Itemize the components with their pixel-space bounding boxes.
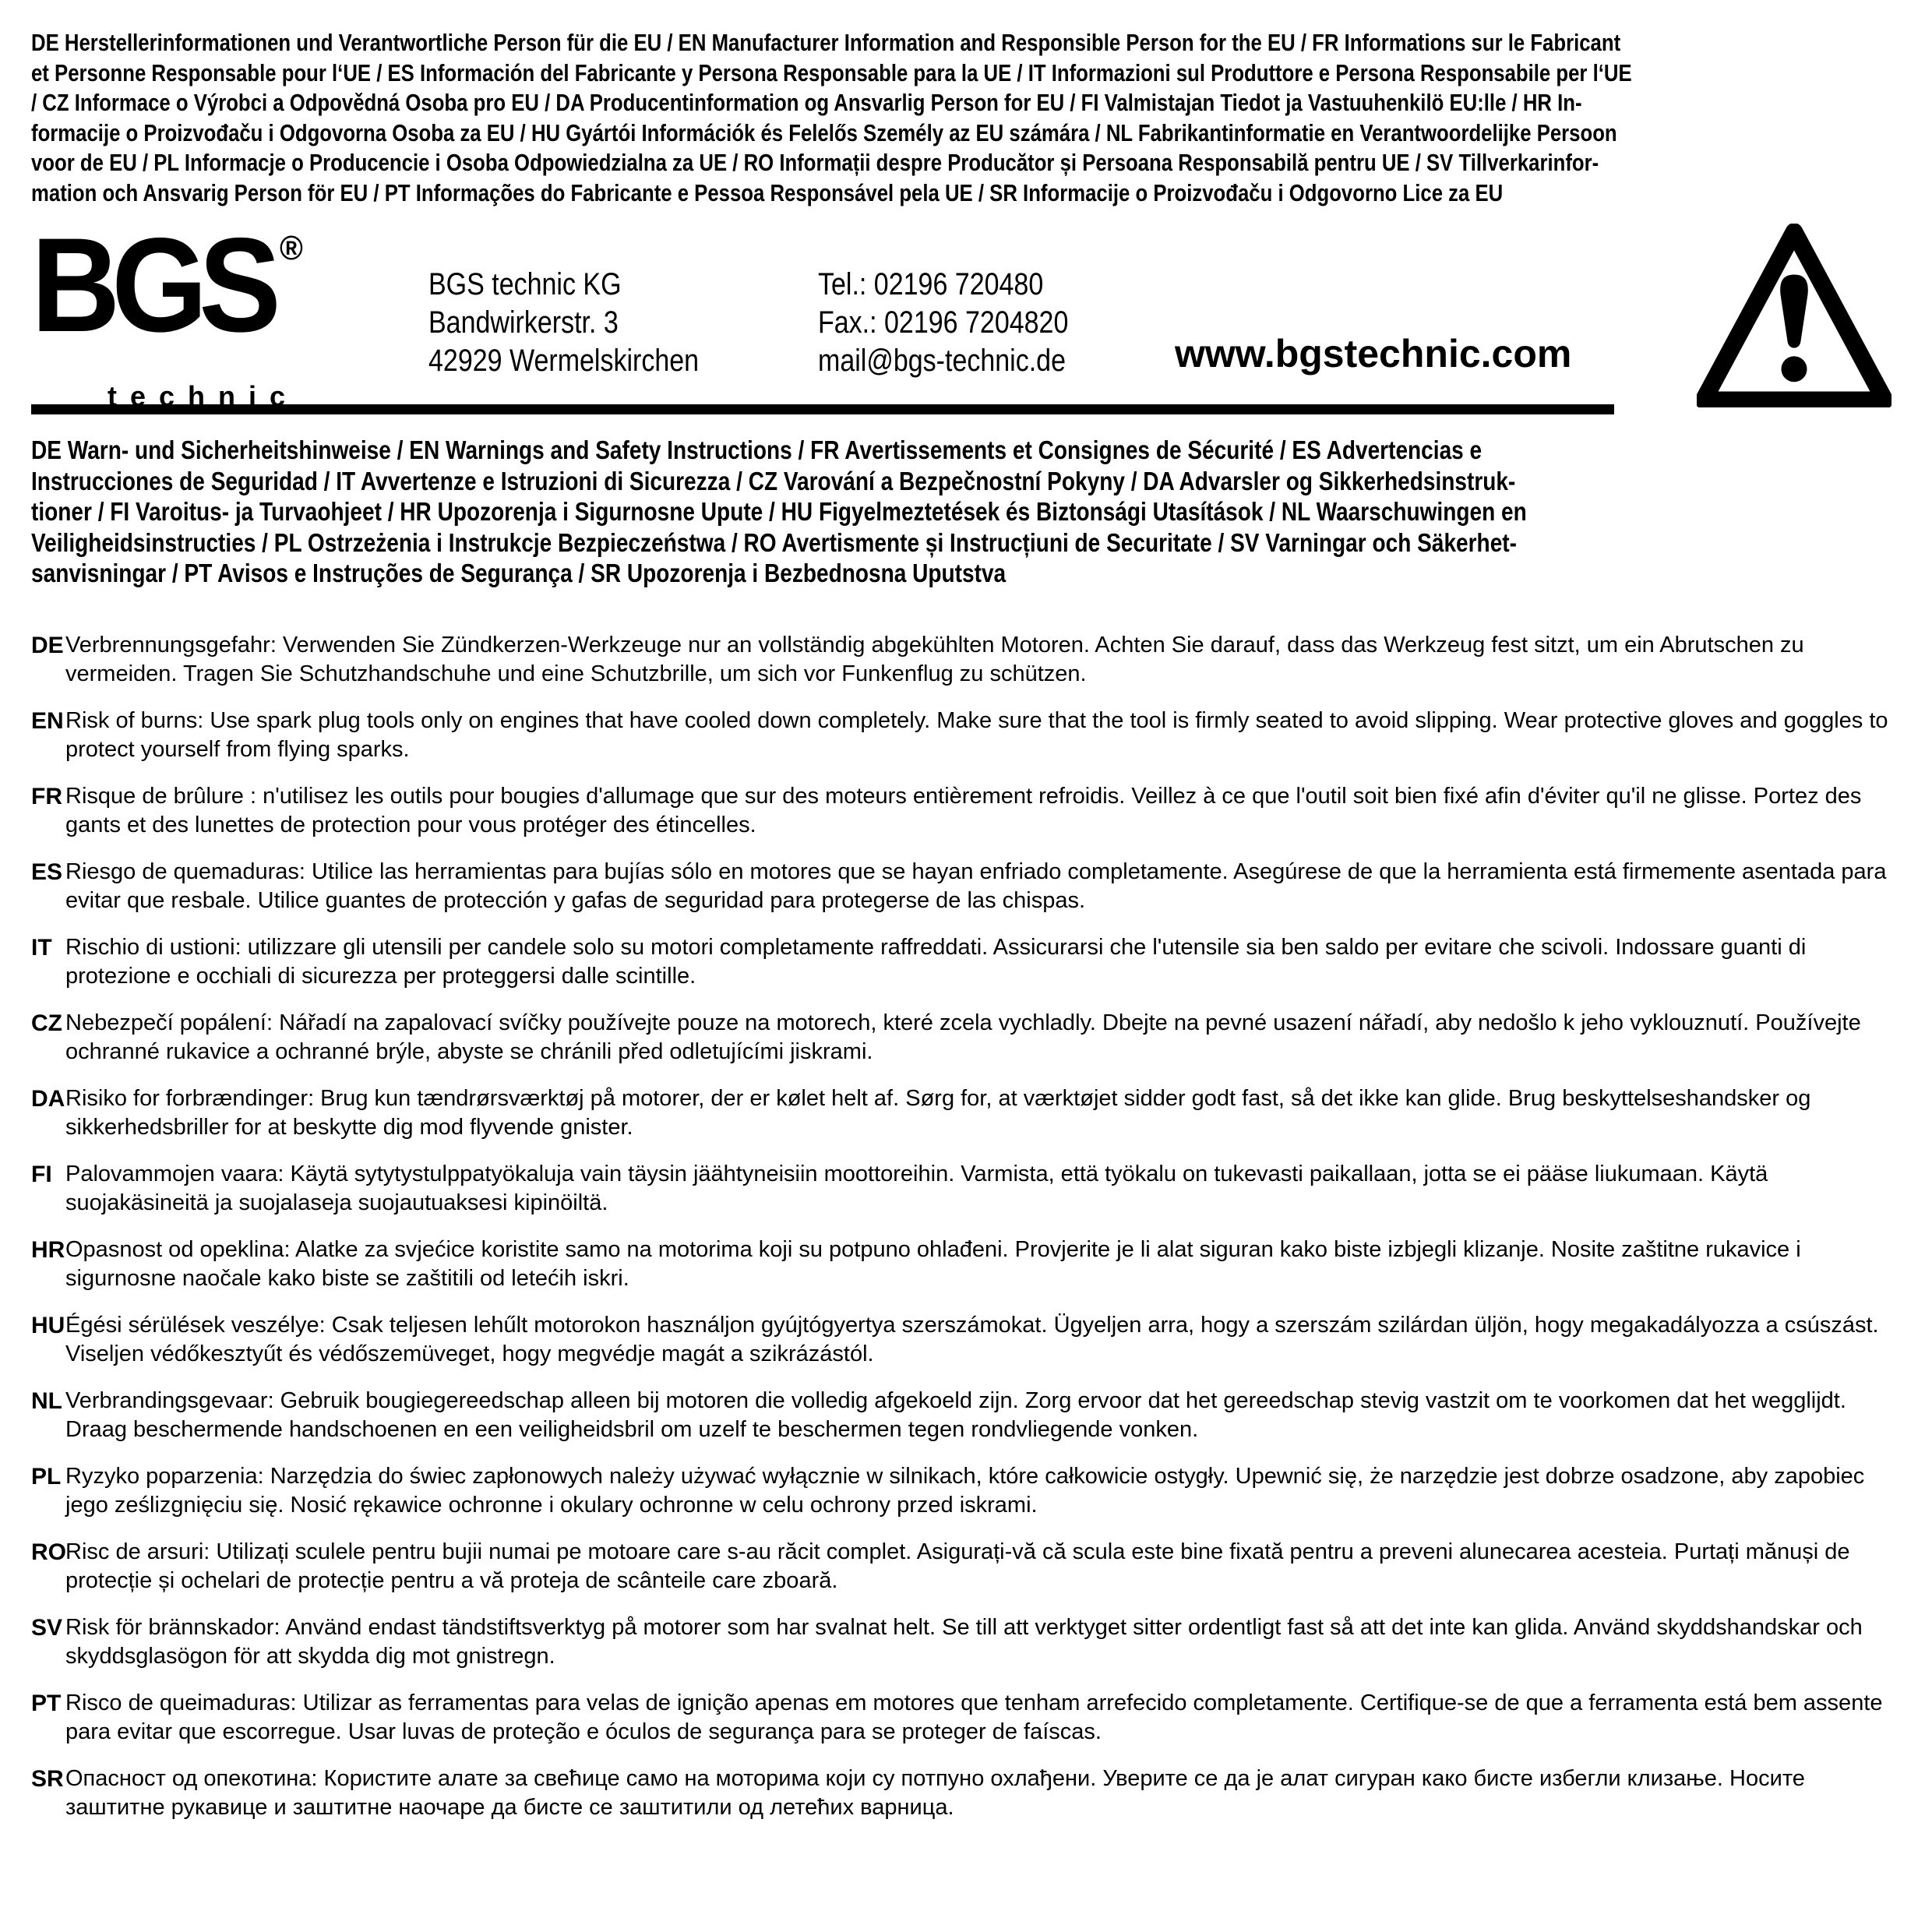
safety-header-line: Veiligheidsinstructies / PL Ostrzeżenia i Instrukcje Bezpieczeństwa / RO Avertismente și Instrucțiuni de Securitate / SV Varningar och Säkerhet- [31,527,1517,557]
language-code: PL [31,1463,62,1490]
company-street: Bandwirkerstr. 3 [428,305,619,340]
bgs-logo-text: BGS [31,210,273,360]
warning-text: Risco de queimaduras: Utilizar as ferramentas para velas de ignição apenas em motores que tenham arrefecido completamente. Certifique-se de que a ferramenta está bem assente para evitar que escorregue. Usar luvas de proteção e óculos de segurança para se proteger de faíscas. [65,1690,1883,1744]
manufacturer-header-line: / CZ Informace o Výrobci a Odpovědná Osoba pro EU / DA Producentinformation og Ansvarlig Person for EU / FI Valmistajan Tiedot ja Vastuuhenkilö EU:lle / HR In- [31,89,1582,116]
manufacturer-header-line: et Personne Responsable pour l‘UE / ES Información del Fabricante y Persona Responsable para la UE / IT Informazioni sul Produttore e Persona Responsabile per l‘UE [31,58,1632,86]
company-contact [818,266,1068,380]
safety-header-line: Instrucciones de Seguridad / IT Avvertenze e Istruzioni di Sicurezza / CZ Varování a Bezpečnostní Pokyny / DA Advarsler og Sikkerhedsinstruk- [31,466,1516,495]
safety-header-line: DE Warn- und Sicherheitshinweise / EN Warnings and Safety Instructions / FR Avertissements et Consignes de Sécurité / ES Advertencias e [31,435,1482,464]
company-email: mail@bgs-technic.de [818,344,1066,378]
manufacturer-header-line: formacije o Proizvođaču i Odgovorna Osoba za EU / HU Gyártói Információk és Felelős Személy az EU számára / NL Fabrikantinformatie en Verantwoordelijke Persoon [31,118,1617,146]
language-code: PT [31,1690,62,1716]
warning-entry-cz [31,1009,1901,1066]
language-code: CZ [31,1010,62,1036]
manufacturer-header-line: voor de EU / PL Informacje o Producencie i Osoba Odpowiedzialna za UE / RO Informații despre Producător și Persoana Responsabilă pentru UE / SV Tillverkarinfor- [31,149,1599,176]
warning-text: Opasnost od opeklina: Alatke za svjećice koristite samo na motorima koji su potpuno ohlađeni. Provjerite je li alat siguran kako biste izbjegli klizanje. Nosite zaštitne rukavice i sigurnosne naočale kako biste se zaštitili od letećih iskri. [65,1236,1801,1291]
bgs-logo [31,210,397,413]
company-block [31,210,1901,412]
warning-text: Risque de brûlure : n'utilisez les outils pour bougies d'allumage que sur des moteurs entièrement refroidis. Veillez à ce que l'outil soit bien fixé afin d'éviter qu'il ne glisse. Portez des gants et des lunettes de protection pour vous protéger des étincelles. [65,783,1862,837]
safety-header-line: sanvisningar / PT Avisos e Instruções de Segurança / SR Upozorenja i Bezbednosna Uputstva [31,559,1007,587]
warning-text: Palovammojen vaara: Käytä sytytystulppatyökaluja vain täysin jäähtyneisiin moottoreihin. Varmista, että työkalu on tukevasti paikallaan, jotta se ei pääse liukumaan. Käytä suojakäsineitä ja suojalaseja suojautuaksesi kipinöiltä. [65,1161,1768,1215]
warning-entry-hr [31,1236,1901,1293]
company-address [428,266,699,380]
warning-text: Risk of burns: Use spark plug tools only on engines that have cooled down completely. Make sure that the tool is firmly seated to avoid slipping. Wear protective gloves and goggles to protect yourself from flying sparks. [65,707,1888,762]
warning-entry-es [31,858,1901,915]
language-code: ES [31,858,63,885]
company-phone: Tel.: 02196 720480 [818,267,1044,301]
warning-entry-da [31,1084,1901,1142]
company-website: www.bgstechnic.com [1175,332,1572,375]
manufacturer-header-line: DE Herstellerinformationen und Verantwortliche Person für die EU / EN Manufacturer Information and Responsible Person for the EU / FR Informations sur le Fabricant [31,29,1621,56]
warning-text: Égési sérülések veszélye: Csak teljesen lehűlt motorokon használjon gyújtógyertya szerszámokat. Ügyeljen arra, hogy a szerszám szilárdan üljön, hogy megakadályozza a csúszást. Viseljen védőkesztyűt és védőszemüveget, hogy megvédje magát a szikrázástól. [65,1312,1879,1366]
warning-text: Verbrandingsgevaar: Gebruik bougiegereedschap alleen bij motoren die volledig afgekoeld zijn. Zorg ervoor dat het gereedschap stevig vastzit om te voorkomen dat het wegglijdt. Draag beschermende handschoenen en een veiligheidsbril om uzelf te beschermen tegen rondvliegende vonken. [65,1387,1846,1442]
warning-entry-sr [31,1765,1901,1822]
language-code: DA [31,1085,65,1112]
language-code: RO [31,1539,66,1565]
manufacturer-header [31,28,1632,208]
warning-text: Risc de arsuri: Utilizați sculele pentru bujii numai pe motoare care s-au răcit complet. Asigurați-vă că scula este bine fixată pentru a preveni alunecarea acesteia. Purtați mănuși de protecție și ochelari de protecție pentru a vă proteja de scânteile care zboară. [65,1539,1850,1593]
company-city: 42929 Wermelskirchen [428,344,700,378]
manufacturer-header-line: mation och Ansvarig Person för EU / PT Informações do Fabricante e Pessoa Responsável pela UE / SR Informacije o Proizvođaču i Odgovorno Lice za EU [31,178,1504,206]
warning-triangle-icon [1697,224,1891,407]
warning-text: Riesgo de quemaduras: Utilice las herramientas para bujías sólo en motores que se hayan enfriado completamente. Asegúrese de que la herramienta está firmemente asentada para evitar que resbale. Utilice guantes de protección y gafas de seguridad para protegerse de las chispas. [65,858,1887,913]
language-code: DE [31,632,64,658]
safety-header-line: tioner / FI Varoitus- ja Turvaohjeet / HR Upozorenja i Sigurnosne Upute / HU Figyelmeztetések és Biztonsági Utasítások / NL Waarschuwingen en [31,497,1527,526]
bgs-logo-subtext: technic [108,380,299,412]
language-code: FI [31,1161,52,1187]
registered-trademark-icon: ® [279,229,303,267]
language-code: SR [31,1765,64,1792]
warning-text: Rischio di ustioni: utilizzare gli utensili per candele solo su motori completamente raffreddati. Assicurarsi che l'utensile sia ben saldo per evitare che scivoli. Indossare guanti di protezione e occhiali di sicurezza per proteggersi dalle scintille. [65,934,1807,989]
warning-entry-en [31,707,1901,764]
warning-entry-it [31,933,1901,991]
language-code: NL [31,1387,62,1414]
warning-entry-fi [31,1160,1901,1218]
warning-text: Опасност од опекотина: Користите алате за свећице само на моторима који су потпуно охлађени. Уверите се да је алат сигуран како бисте избегли клизање. Носите заштитне рукавице и заштитне наочаре да бисте се заштитили од летећих варница. [65,1765,1805,1820]
language-code: HR [31,1236,65,1263]
company-name: BGS technic KG [428,267,622,301]
warning-text: Ryzyko poparzenia: Narzędzia do świec zapłonowych należy używać wyłącznie w silnikach, które całkowicie ostygły. Upewnić się, że narzędzie jest dobrze osadzone, aby zapobiec jego ześlizgnięciu się. Nosić rękawice ochronne i okulary ochronne w celu ochrony przed iskrami. [65,1463,1865,1518]
warning-entry-de [31,631,1901,689]
warnings-list [31,631,1901,1822]
bgs-logo-wordmark [31,210,368,379]
warning-text: Verbrennungsgefahr: Verwenden Sie Zündkerzen-Werkzeuge nur an vollständig abgekühlten Motoren. Achten Sie darauf, dass das Werkzeug fest sitzt, um ein Abrutschen zu vermeiden. Tragen Sie Schutzhandschuhe und eine Schutzbrille, um sich vor Funkenflug zu schützen. [65,632,1804,686]
warning-entry-nl [31,1387,1901,1444]
language-code: FR [31,783,62,809]
safety-header [31,435,1620,589]
warning-text: Nebezpečí popálení: Nářadí na zapalovací svíčky používejte pouze na motorech, které zcela vychladly. Dbejte na pevné usazení nářadí, aby nedošlo k jeho vyklouznutí. Používejte ochranné rukavice a ochranné brýle, abyste se chránili před odletujícími jiskrami. [65,1010,1861,1064]
warning-text: Risk för brännskador: Använd endast tändstiftsverktyg på motorer som har svalnat helt. Se till att verktyget sitter ordentligt fast så att det inte kan glida. Använd skyddshandskar och skyddsglasögon för att skydda dig mot gnistregn. [65,1614,1863,1669]
language-code: SV [31,1614,63,1641]
warning-entry-hu [31,1311,1901,1369]
language-code: IT [31,934,52,961]
warning-entry-pl [31,1462,1901,1520]
language-code: EN [31,707,64,734]
warning-entry-ro [31,1538,1901,1595]
company-fax: Fax.: 02196 7204820 [818,305,1069,340]
warning-entry-fr [31,782,1901,840]
warning-text: Risiko for forbrændinger: Brug kun tændrørsværktøj på motorer, der er kølet helt af. Sørg for, at værktøjet sidder godt fast, så det ikke kan glide. Brug beskyttelseshandsker og sikkerhedsbriller for at beskytte dig mod flyvende gnister. [65,1085,1811,1140]
language-code: HU [31,1312,65,1338]
warning-entry-pt [31,1689,1901,1747]
warning-entry-sv [31,1613,1901,1671]
